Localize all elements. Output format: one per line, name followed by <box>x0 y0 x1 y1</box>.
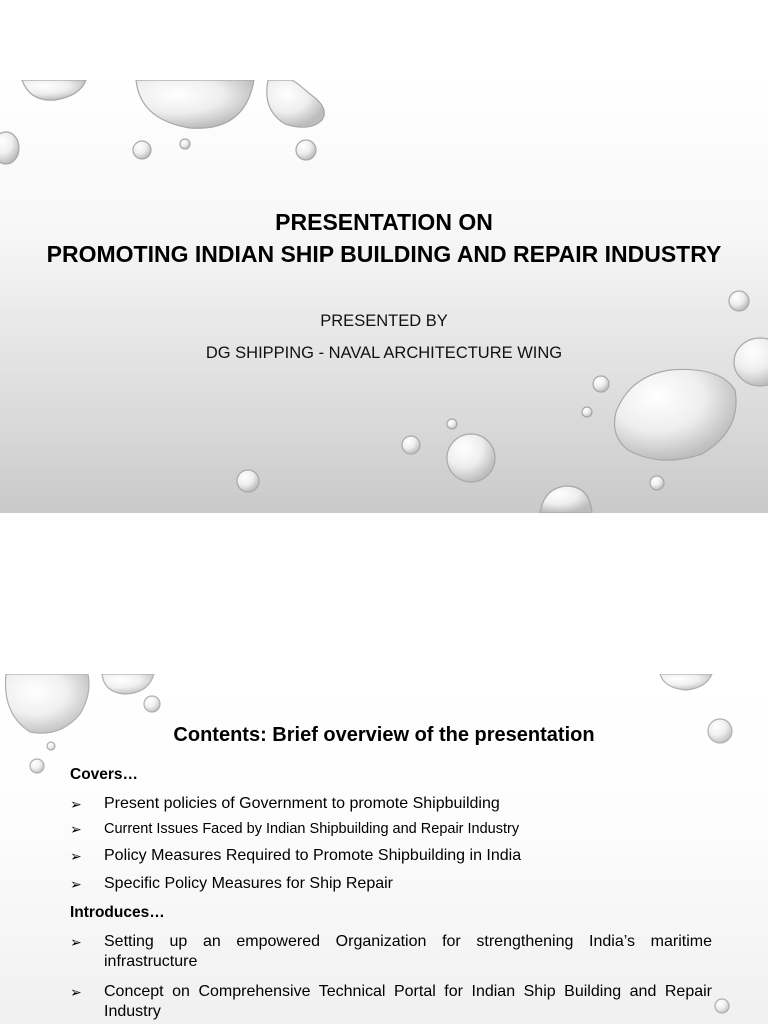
slide-title-line-2: PROMOTING INDIAN SHIP BUILDING AND REPAIR INDUSTRY <box>46 241 722 267</box>
introduces-label: Introduces… <box>70 904 165 921</box>
list-item-text: Policy Measures Required to Promote Shipbuilding in India <box>104 847 522 864</box>
arrowhead-bullet-icon: ➢ <box>70 876 82 892</box>
contents-title: Contents: Brief overview of the presentation <box>173 724 595 746</box>
contents-slide <box>0 674 768 1024</box>
list-item-text: Concept on Comprehensive Technical Portal for Indian Ship Building and Repair Industry <box>104 983 712 1020</box>
arrowhead-bullet-icon: ➢ <box>70 796 82 812</box>
arrowhead-bullet-icon: ➢ <box>70 848 82 864</box>
list-item-text: Specific Policy Measures for Ship Repair <box>104 875 394 892</box>
arrowhead-bullet-icon: ➢ <box>70 984 82 1000</box>
list-item-text: Present policies of Government to promote Shipbuilding <box>104 795 500 812</box>
arrowhead-bullet-icon: ➢ <box>70 934 82 950</box>
list-item-text: Current Issues Faced by Indian Shipbuilding and Repair Industry <box>104 821 520 837</box>
list-item-text: Setting up an empowered Organization for strengthening India’s maritime infrastructure <box>104 933 712 970</box>
water-droplets-decoration <box>0 80 768 513</box>
title-slide <box>0 80 768 513</box>
presented-by-label: PRESENTED BY <box>320 312 448 330</box>
covers-label: Covers… <box>70 766 139 783</box>
arrowhead-bullet-icon: ➢ <box>70 821 82 837</box>
presenter-name: DG SHIPPING - NAVAL ARCHITECTURE WING <box>205 344 563 362</box>
slide-title-line-1: PRESENTATION ON <box>275 209 493 235</box>
